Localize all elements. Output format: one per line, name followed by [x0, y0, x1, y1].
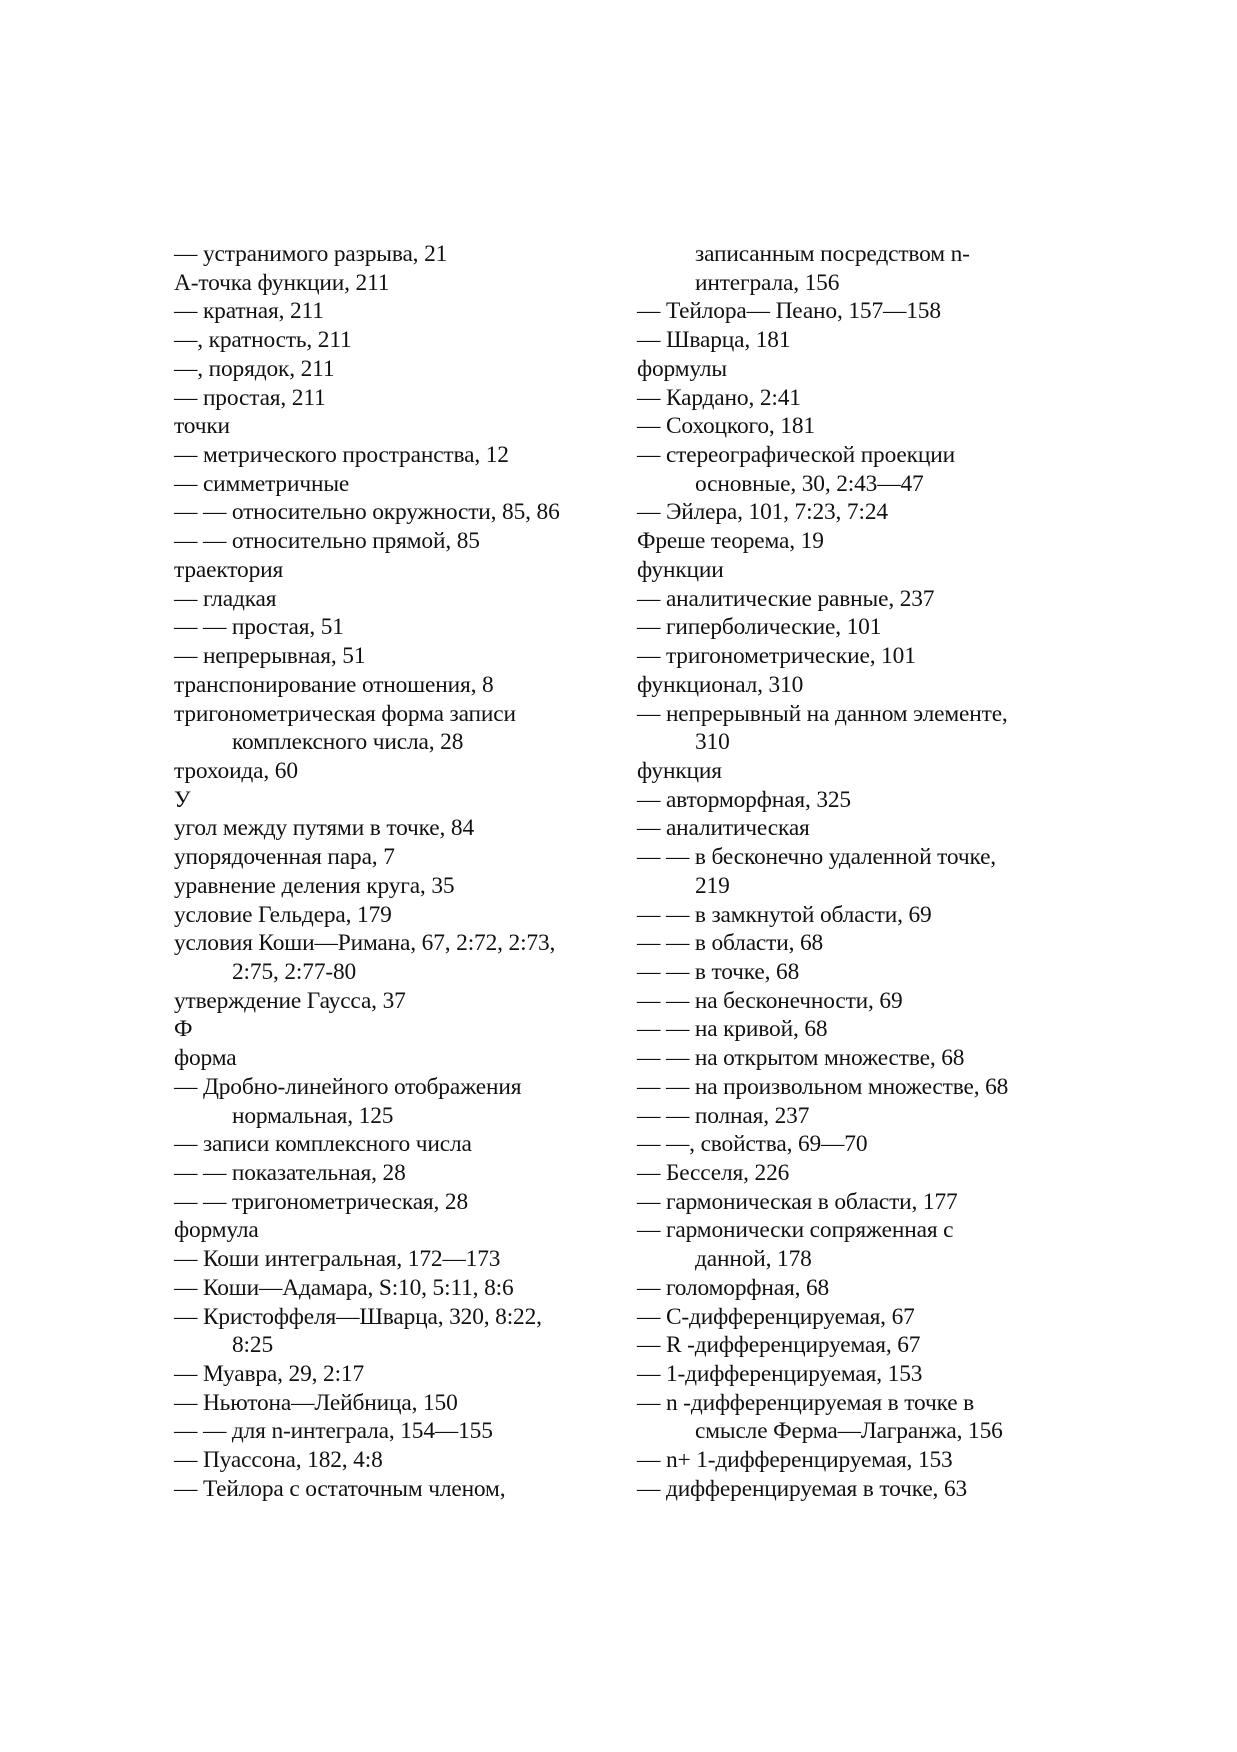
index-entry: условие Гельдера, 179	[174, 901, 392, 928]
index-entry: — Кристоффеля—Шварца, 320, 8:22,	[174, 1303, 542, 1330]
index-entry: — —, свойства, 69—70	[637, 1131, 868, 1158]
index-entry: — аналитическая	[637, 815, 810, 842]
index-entry: — Шварца, 181	[637, 327, 791, 354]
index-entry: нормальная, 125	[232, 1102, 394, 1129]
index-entry: — Ньютона—Лейбница, 150	[174, 1389, 458, 1416]
index-entry: — Бесселя, 226	[637, 1160, 790, 1186]
index-entry: — Кардано, 2:41	[637, 384, 801, 411]
index-entry: Ф	[174, 1016, 193, 1043]
index-entry: — n+ 1-дифференцируемая, 153	[637, 1447, 953, 1474]
index-entry: записанным посредством n-	[695, 241, 970, 267]
index-entry: — Сохоцкого, 181	[637, 413, 815, 440]
index-entry: — — в замкнутой области, 69	[637, 901, 932, 928]
index-entry: уравнение деления круга, 35	[174, 872, 455, 899]
index-entry: 219	[695, 872, 730, 899]
index-entry: — Коши—Адамара, S:10, 5:11, 8:6	[174, 1274, 514, 1301]
index-entry: — — на бесконечности, 69	[637, 987, 903, 1014]
right-column	[637, 240, 1077, 1504]
index-entry: угол между путями в точке, 84	[174, 815, 475, 842]
index-entry: интеграла, 156	[695, 269, 840, 296]
index-entry: — Тейлора с остаточным членом,	[174, 1475, 506, 1502]
index-entry: форма	[174, 1045, 237, 1072]
index-entry: — C-дифференцируемая, 67	[637, 1303, 915, 1330]
left-column	[174, 240, 614, 1504]
index-entry: A-точка функции, 211	[174, 269, 390, 296]
index-entry: траектория	[174, 556, 284, 583]
index-entry: —, порядок, 211	[174, 355, 335, 382]
index-entry: — 1-дифференцируемая, 153	[637, 1361, 923, 1388]
index-entry: формула	[174, 1217, 259, 1244]
index-entry: — R -дифференцируемая, 67	[637, 1332, 921, 1359]
index-entry: — дифференцируемая в точке, 63	[637, 1475, 968, 1502]
index-entry: — — в бесконечно удаленной точке,	[637, 844, 997, 871]
index-entry: — гармонически сопряженная с	[637, 1217, 954, 1244]
index-entry: — n -дифференцируемая в точке в	[637, 1389, 975, 1416]
index-entry: утверждение Гаусса, 37	[174, 987, 406, 1014]
index-entry: — голоморфная, 68	[637, 1274, 830, 1301]
index-entry: — — на произвольном множестве, 68	[637, 1073, 1009, 1100]
index-entry: — Дробно-линейного отображения	[174, 1073, 522, 1100]
index-entry: — аналитические равные, 237	[637, 585, 935, 612]
index-entry: — непрерывная, 51	[174, 643, 366, 670]
index-entry: — — полная, 237	[637, 1102, 810, 1129]
index-entry: — гармоническая в области, 177	[637, 1188, 958, 1215]
index-entry: транспонирование отношения, 8	[174, 671, 494, 698]
index-entry: — непрерывный на данном элементе,	[637, 700, 1008, 727]
index-entry: — Коши интегральная, 172—173	[174, 1246, 501, 1273]
index-entry: — устранимого разрыва, 21	[174, 241, 448, 267]
index-entry: тригонометрическая форма записи	[174, 700, 516, 727]
index-entry: — — на кривой, 68	[637, 1016, 828, 1043]
index-entry: формулы	[637, 355, 727, 382]
index-entry: — — относительно окружности, 85, 86	[174, 499, 560, 526]
index-entry: У	[174, 786, 191, 813]
index-entry: — Тейлора— Пеано, 157—158	[637, 298, 941, 325]
index-entry: — авторморфная, 325	[637, 786, 851, 813]
index-entry: функционал, 310	[637, 671, 804, 698]
index-entry: трохоида, 60	[174, 757, 298, 784]
index-entry: Фреше теорема, 19	[637, 528, 824, 555]
index-entry: основные, 30, 2:43—47	[695, 470, 924, 497]
index-entry: — Муавра, 29, 2:17	[174, 1361, 365, 1388]
index-entry: — — тригонометрическая, 28	[174, 1188, 469, 1215]
index-entry: 8:25	[232, 1332, 273, 1359]
index-entry: функции	[637, 556, 724, 583]
index-entry: 2:75, 2:77-80	[232, 958, 357, 985]
index-entry: — — простая, 51	[174, 614, 344, 641]
index-entry: — гладкая	[174, 585, 277, 612]
index-entry: точки	[174, 413, 230, 440]
index-entry: смысле Ферма—Лагранжа, 156	[695, 1418, 1003, 1445]
index-entry: — гиперболические, 101	[637, 614, 882, 641]
index-entry: — Эйлера, 101, 7:23, 7:24	[637, 499, 888, 526]
index-entry: 310	[695, 729, 730, 756]
index-entry: упорядоченная пара, 7	[174, 844, 395, 871]
index-entry: — симметричные	[174, 470, 350, 497]
index-entry: — — относительно прямой, 85	[174, 528, 480, 555]
index-entry: — — в точке, 68	[637, 958, 800, 985]
index-entry: — простая, 211	[174, 384, 326, 411]
index-entry: — — на открытом множестве, 68	[637, 1045, 965, 1072]
index-entry: —, кратность, 211	[174, 327, 352, 354]
index-entry: — — для n-интеграла, 154—155	[174, 1418, 493, 1445]
index-entry: — Пуассона, 182, 4:8	[174, 1447, 383, 1474]
index-entry: — — в области, 68	[637, 930, 824, 957]
index-entry: — стереографической проекции	[637, 442, 955, 469]
index-entry: — записи комплексного числа	[174, 1131, 472, 1158]
index-entry: — метрического пространства, 12	[174, 442, 509, 469]
index-entry: функция	[637, 757, 722, 784]
index-entry: — тригонометрические, 101	[637, 643, 916, 670]
index-entry: — — показательная, 28	[174, 1160, 406, 1186]
index-entry: — кратная, 211	[174, 298, 324, 325]
index-entry: комплексного числа, 28	[232, 729, 464, 756]
index-entry: данной, 178	[695, 1246, 812, 1273]
index-entry: условия Коши—Римана, 67, 2:72, 2:73,	[174, 930, 556, 957]
